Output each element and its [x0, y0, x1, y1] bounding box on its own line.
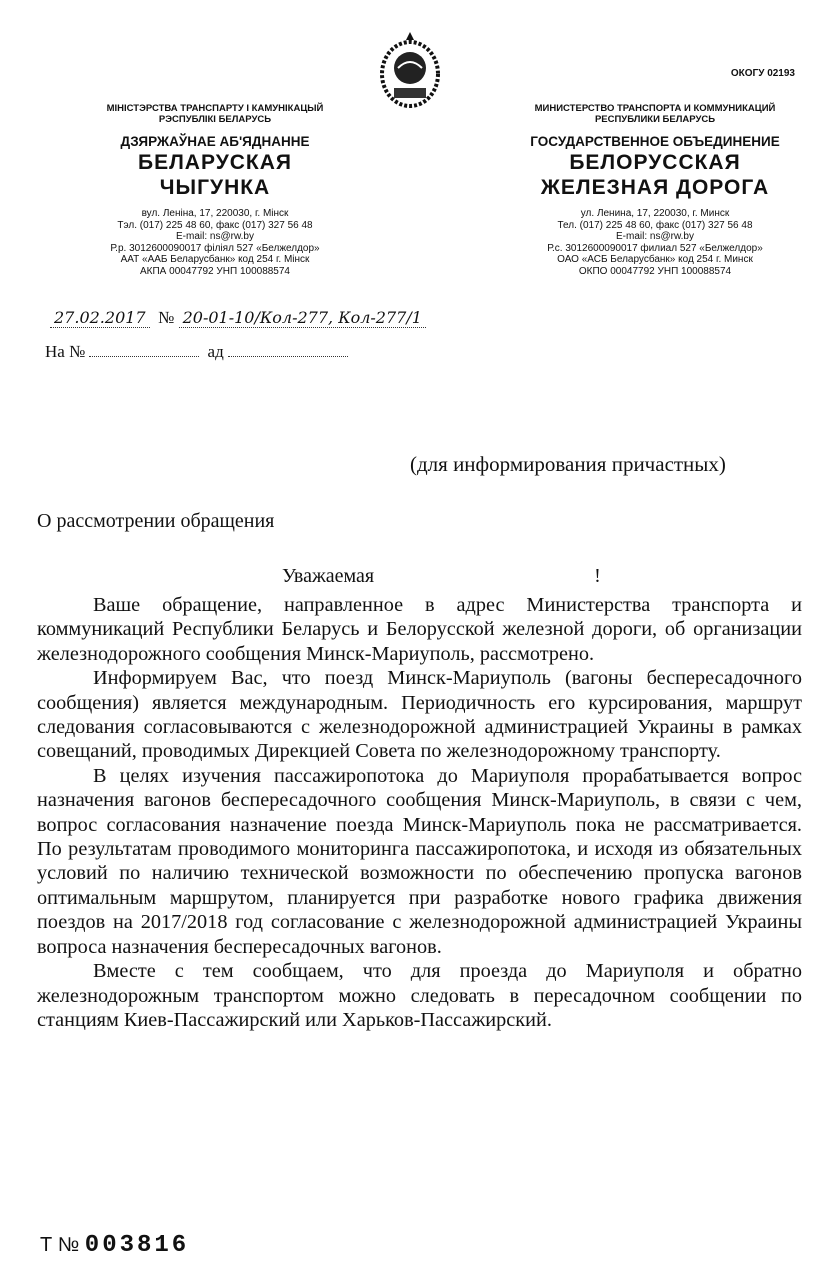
address-line: Р.р. 3012600090017 філіял 527 «Белжелдор» [110, 242, 320, 254]
form-number [40, 1232, 189, 1259]
address-line: E-mail: ns@rw.by [616, 231, 694, 242]
paragraph: Вместе с тем сообщаем, что для проезда до Мариуполя и обратно железнодорожным транспортом можно следовать в пересадочном сообщении по станциям Киев-Пассажирский или Харьков-Пассажирский. [37, 960, 802, 1031]
ref-from-label: ад [207, 342, 224, 361]
address-line: E-mail: ns@rw.by [176, 231, 254, 242]
ref-number-blank [89, 342, 199, 357]
greeting-text: Уважаемая [282, 565, 375, 587]
emblem-icon [378, 30, 442, 110]
paragraph: В целях изучения пассажиропотока до Мариуполя прорабатывается вопрос назначения вагонов беспересадочного сообщения Минск-Мариуполь, в связи с чем, вопрос согласования назначение поезда Минск-Мариуполь пока не рассматривается. По результатам проводимого мониторинга пассажиропотока, и исходя из обязательных условий по наличию технической возможности по обеспечению пропуска вагонов оптимальным маршрутом, планируется при разработке нового графика движения поездов на 2017/2018 год согласование с железнодорожной администрацией Украины вопроса назначения беспересадочных вагонов. [37, 764, 802, 958]
date-number-line [50, 308, 426, 328]
org-name: ЖЕЛЕЗНАЯ ДОРОГА [540, 176, 770, 199]
address-line: Тел. (017) 225 48 60, факс (017) 327 56 48 [557, 219, 753, 231]
org-name: БЕЛОРУССКАЯ [569, 151, 741, 174]
subject: О рассмотрении обращения [37, 510, 275, 532]
org-name: ЧЫГУНКА [159, 176, 271, 199]
okogu-code: ОКОГУ 02193 [730, 68, 795, 79]
ministry-line: МІНІСТЭРСТВА ТРАНСПАРТУ І КАМУНІКАЦЫЙ [106, 103, 324, 114]
greeting-end: ! [594, 565, 601, 587]
number-label: № [158, 308, 175, 327]
form-number-label: Т № [40, 1234, 80, 1256]
letterhead-belarusian [65, 103, 365, 277]
address-line: вул. Леніна, 17, 220030, г. Мінск [141, 208, 289, 219]
address-line: ул. Ленина, 17, 220030, г. Минск [580, 208, 730, 219]
org-type: ГОСУДАРСТВЕННОЕ ОБЪЕДИНЕНИЕ [530, 134, 780, 149]
address-line: ОАО «АСБ Беларусбанк» код 254 г. Минск [557, 254, 753, 265]
letter-number: 20-01-10/Кол-277, Кол-277/1 [179, 308, 426, 328]
paragraph: Информируем Вас, что поезд Минск-Мариуполь (вагоны беспересадочного сообщения) является международным. Периодичность его курсирования, маршрут следования согласовываются с железнодорожной администрацией Украины в рамках совещаний, проводимых Дирекцией Совета по железнодорожному транспорту. [37, 667, 802, 763]
address-line: Р.с. 3012600090017 филиал 527 «Белжелдор» [547, 242, 763, 254]
address-line: Тэл. (017) 225 48 60, факс (017) 327 56 48 [117, 219, 313, 231]
ref-label: На № [45, 342, 86, 361]
ministry-line: РЭСПУБЛІКІ БЕЛАРУСЬ [158, 114, 272, 125]
recipient: (для информирования причастных) [410, 452, 726, 476]
form-number-value: 003816 [84, 1232, 190, 1259]
org-type: ДЗЯРЖАЎНАЕ АБ'ЯДНАННЕ [120, 134, 310, 149]
paragraph: Ваше обращение, направленное в адрес Министерства транспорта и коммуникаций Республики Беларусь и Белорусской железной дороги, об организации железнодорожного сообщения Минск-Мариуполь, рассмотрено. [37, 594, 802, 665]
org-name: БЕЛАРУСКАЯ [137, 151, 293, 174]
address-line: ОКПО 00047792 УНП 100088574 [578, 265, 732, 277]
ministry-line: РЕСПУБЛИКИ БЕЛАРУСЬ [594, 114, 716, 125]
greeting [282, 565, 601, 588]
state-emblem [378, 30, 442, 110]
address-line: АКПА 00047792 УНП 100088574 [140, 265, 290, 277]
ref-date-blank [228, 342, 348, 357]
reference-line [45, 342, 352, 362]
letter-date: 27.02.2017 [50, 308, 150, 328]
ministry-line: МИНИСТЕРСТВО ТРАНСПОРТА И КОММУНИКАЦИЙ [534, 103, 776, 114]
letterhead-russian [495, 103, 815, 277]
letter-body [37, 593, 802, 1032]
address-line: ААТ «ААБ Беларусбанк» код 254 г. Мінск [120, 254, 310, 265]
